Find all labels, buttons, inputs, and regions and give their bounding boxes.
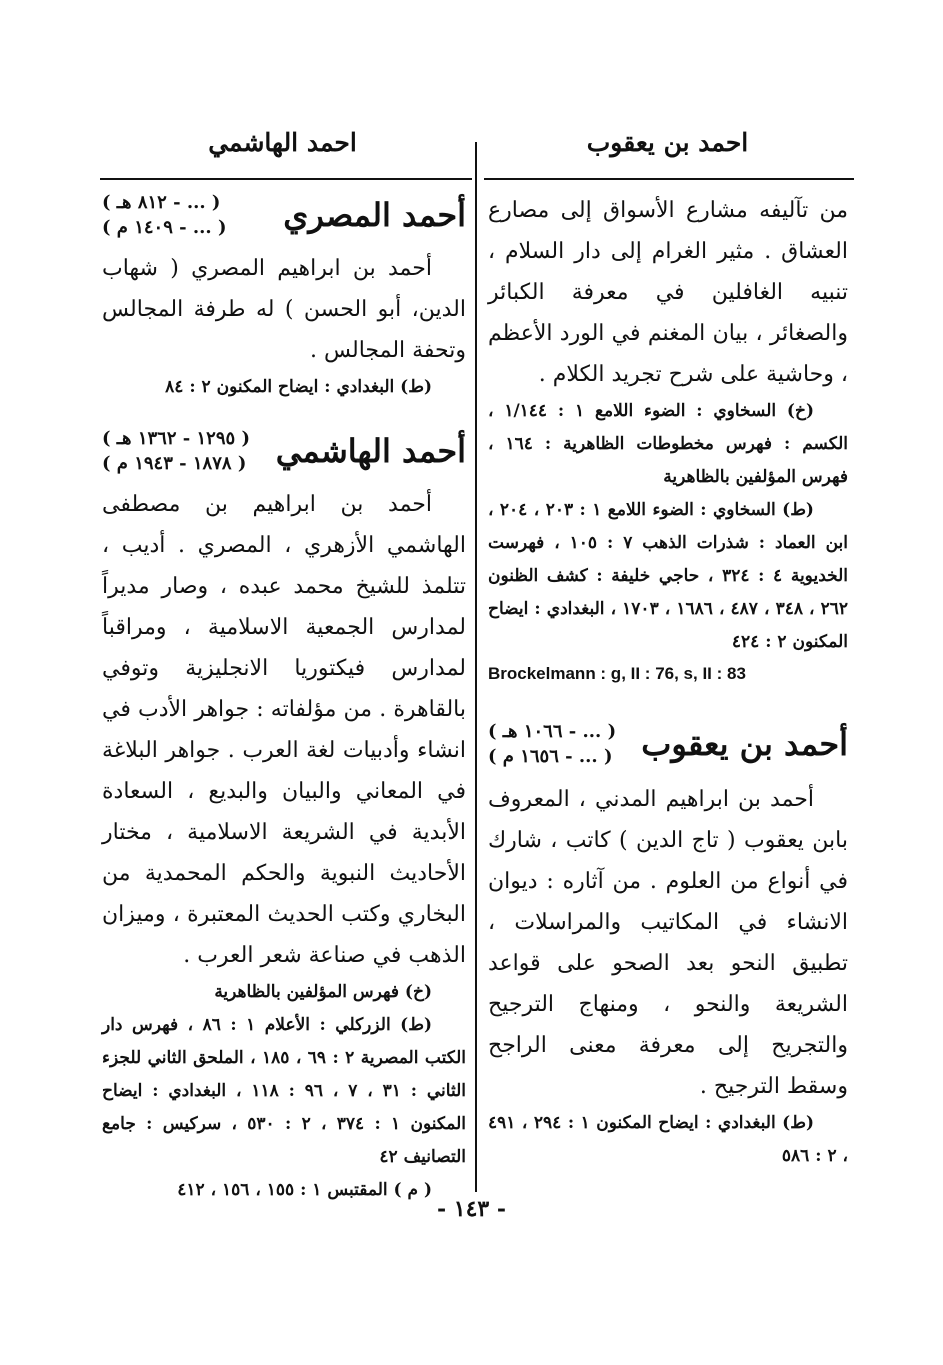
print-refs: (ط) الزركلي : الأعلام ١ : ٨٦ ، فهرس دار الكتب المصرية ٢ : ٦٩ ، ١٨٥ ، الملحق الثاني للجزء الثاني : ٣١ ، ٧ ، ٩٦ : ١١٨ ، البغدادي : ايضاح المكنون ١ : ٣٧٤ ، ٢ : ٥٣٠ ، سركيس : جامع التصانيف ٤٢: [102, 1015, 466, 1167]
periodical-refs: ( م ) المقتبس ١ : ١٥٥ ، ١٥٦ ، ٤١٢: [177, 1180, 432, 1200]
entry-body: أحمد بن ابراهيم المدني ، المعروف بابن يعقوب ( تاج الدين ) كاتب ، شارك في أنواع من العلوم . من آثاره : ديوان الانشاء في المكاتيب والمراسلات ، تطبيق النحو بعد الصحو على قواعد الشريعة والنحو ، ومنهاج الترجيح والتجريح إلى معرفة معنى الراجح وسقط الترجيح .: [488, 787, 848, 1099]
entry-name: أحمد بن يعقوب: [641, 725, 848, 763]
entry-dates: [102, 426, 250, 476]
running-header-right: احمد بن يعقوب: [586, 128, 749, 157]
gregorian-dates: ( ... - ١٤٠٩ م ): [102, 217, 227, 238]
entry-heading: [102, 426, 466, 476]
hijri-dates: ( ... - ١٠٦٦ هـ ): [488, 721, 617, 742]
entry-heading: [102, 190, 466, 240]
entry-body: أحمد بن ابراهيم المصري ( شهاب الدين، أبو الحسن ) له طرفة المجالس وتحفة المجالس .: [102, 256, 466, 363]
entry-refs: (ط) البغدادي : ايضاح المكنون ١ : ٢٩٤ ، ٤٩١ ، ٢ : ٥٨٦: [488, 1113, 848, 1166]
entry-dates: [102, 190, 226, 240]
gregorian-dates: ( ١٨٧٨ - ١٩٤٣ م ): [102, 453, 247, 474]
entry-name: أحمد الهاشمي: [275, 432, 466, 470]
entry-body: أحمد بن ابراهيم بن مصطفى الهاشمي الأزهري ، المصري . أديب ، تتلمذ للشيخ محمد عبده ، وصار مديراً لمدارس الجمعية الاسلامية ، ومراقباً لمدارس فيكتوريا الانجليزية وتوفي بالقاهرة . من مؤلفاته : جواهر الأدب في انشاء وأدبيات لغة العرب . جواهر البلاغة في المعاني والبيان والبديع ، السعادة الأبدية في الشريعة الاسلامية ، مختار الأحاديث النبوية والحكم المحمدية من البخاري وكتب الحديث المعتبرة ، وميزان الذهب في صناعة شعر العرب .: [102, 492, 466, 968]
manuscript-refs: (خ) فهرس المؤلفين بالظاهرية: [214, 982, 432, 1002]
latin-reference: Brockelmann : g, II : 76, s, II : 83: [488, 664, 746, 683]
gregorian-dates: ( ... - ١٦٥٦ م ): [488, 746, 613, 767]
print-refs: (ط) السخاوي : الضوء اللامع ١ : ٢٠٣ ، ٢٠٤ ، ابن العماد : شذرات الذهب ٧ : ١٠٥ ، فهرست الخديوية ٤ : ٣٢٤ ، حاجي خليفة : كشف الظنون ٢٦٢ ، ٣٤٨ ، ٤٨٧ ، ١٦٨٦ ، ١٧٠٣ ، البغدادي : ايضاح المكنون ٢ : ٤٢٤: [488, 500, 849, 652]
hijri-dates: ( ١٢٩٥ - ١٣٦٢ هـ ): [102, 428, 250, 449]
right-column: [488, 190, 848, 1173]
entry-name: أحمد المصري: [283, 196, 466, 234]
continuation-text: من تآليفه مشارع الأسواق إلى مصارع العشاق . مثير الغرام إلى دار السلام ، تنبيه الغافلين في معرفة الكبائر والصغائر ، بيان المغنم في الورد الأعظم ، وحاشية على شرح تجريد الكلام .: [488, 198, 848, 387]
running-header-left: احمد الهاشمي: [208, 128, 357, 157]
page-number: - ١٤٣ -: [436, 1196, 507, 1222]
header-rule-left: [100, 178, 472, 180]
column-divider: [475, 142, 477, 1192]
entry-dates: [488, 719, 616, 769]
hijri-dates: ( ... - ٨١٢ هـ ): [102, 192, 221, 213]
manuscript-refs: (خ) السخاوي : الضوء اللامع ١ : ١/١٤٤ ، الكسم : فهرس مخطوطات الظاهرية : ١٦٤ ، فهرس المؤلفين بالظاهرية: [488, 401, 848, 487]
left-column: [102, 190, 466, 1207]
entry-heading: [488, 719, 848, 769]
entry-refs: (ط) البغدادي : ايضاح المكنون ٢ : ٨٤: [165, 377, 432, 397]
header-rule-right: [484, 178, 854, 180]
